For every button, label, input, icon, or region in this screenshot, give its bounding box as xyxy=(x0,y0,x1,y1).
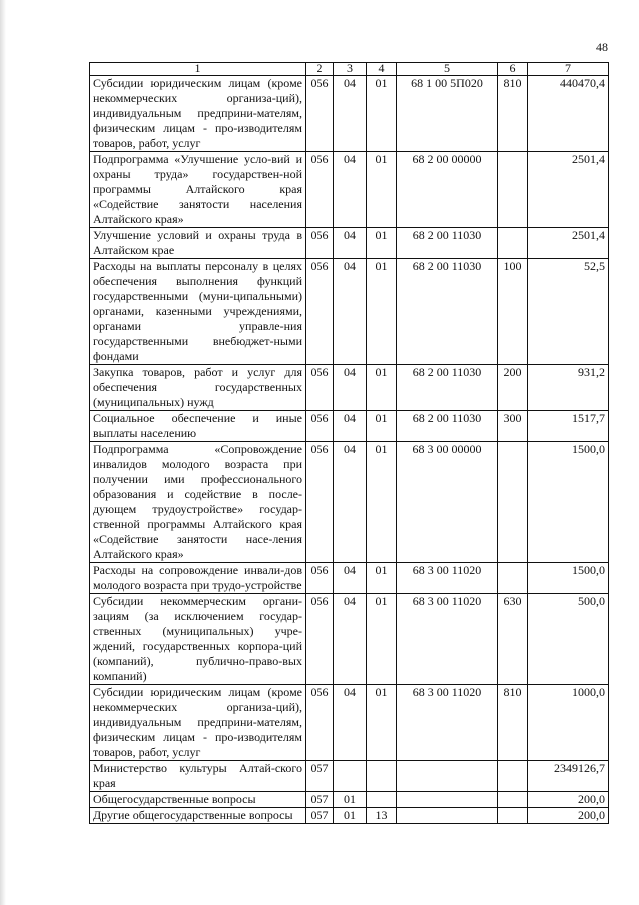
cell-pr: 01 xyxy=(367,594,397,685)
cell-vr xyxy=(498,792,528,808)
cell-name: Расходы на сопровождение инвали-дов молодого возраста при трудо-устройстве xyxy=(90,563,306,594)
cell-vr xyxy=(498,808,528,824)
column-header: 2 xyxy=(306,63,334,76)
cell-csr: 68 1 00 5П020 xyxy=(397,76,498,152)
cell-vr xyxy=(498,152,528,228)
table-row xyxy=(90,228,609,259)
table-row xyxy=(90,761,609,792)
cell-rz: 04 xyxy=(334,259,367,365)
scan-edge xyxy=(0,0,6,905)
cell-pr xyxy=(367,761,397,792)
cell-min: 056 xyxy=(306,365,334,411)
cell-csr: 68 2 00 11030 xyxy=(397,228,498,259)
cell-vr: 300 xyxy=(498,411,528,442)
cell-min: 057 xyxy=(306,761,334,792)
cell-vr: 810 xyxy=(498,685,528,761)
budget-table xyxy=(89,62,609,824)
cell-vr: 200 xyxy=(498,365,528,411)
cell-rz: 04 xyxy=(334,411,367,442)
cell-vr: 810 xyxy=(498,76,528,152)
cell-pr: 13 xyxy=(367,808,397,824)
cell-name: Министерство культуры Алтай-ского края xyxy=(90,761,306,792)
cell-name: Социальное обеспечение и иные выплаты населению xyxy=(90,411,306,442)
cell-sum: 2501,4 xyxy=(528,152,609,228)
cell-min: 056 xyxy=(306,442,334,563)
cell-name: Общегосударственные вопросы xyxy=(90,792,306,808)
cell-vr: 630 xyxy=(498,594,528,685)
table-row xyxy=(90,442,609,563)
cell-rz: 01 xyxy=(334,808,367,824)
cell-rz: 04 xyxy=(334,76,367,152)
cell-sum: 1000,0 xyxy=(528,685,609,761)
cell-sum: 200,0 xyxy=(528,792,609,808)
cell-pr: 01 xyxy=(367,76,397,152)
column-header: 4 xyxy=(367,63,397,76)
cell-csr: 68 2 00 00000 xyxy=(397,152,498,228)
cell-sum: 1517,7 xyxy=(528,411,609,442)
column-header: 3 xyxy=(334,63,367,76)
cell-pr: 01 xyxy=(367,152,397,228)
cell-sum: 931,2 xyxy=(528,365,609,411)
cell-sum: 440470,4 xyxy=(528,76,609,152)
cell-csr: 68 2 00 11030 xyxy=(397,411,498,442)
cell-sum: 52,5 xyxy=(528,259,609,365)
cell-vr xyxy=(498,228,528,259)
table-row xyxy=(90,808,609,824)
cell-csr: 68 3 00 11020 xyxy=(397,563,498,594)
cell-csr xyxy=(397,792,498,808)
cell-pr: 01 xyxy=(367,411,397,442)
cell-sum: 500,0 xyxy=(528,594,609,685)
cell-min: 056 xyxy=(306,594,334,685)
header-row xyxy=(90,63,609,76)
cell-sum: 2349126,7 xyxy=(528,761,609,792)
cell-sum: 200,0 xyxy=(528,808,609,824)
cell-min: 056 xyxy=(306,152,334,228)
table-body xyxy=(90,76,609,824)
column-header: 1 xyxy=(90,63,306,76)
cell-csr: 68 2 00 11030 xyxy=(397,365,498,411)
cell-pr xyxy=(367,792,397,808)
cell-min: 056 xyxy=(306,411,334,442)
cell-sum: 1500,0 xyxy=(528,442,609,563)
cell-rz: 04 xyxy=(334,563,367,594)
table-row xyxy=(90,152,609,228)
cell-vr: 100 xyxy=(498,259,528,365)
table-row xyxy=(90,365,609,411)
cell-name: Субсидии юридическим лицам (кроме некоммерческих организа-ций), индивидуальным предприни-мателям, физическим лицам - про-изводителям товаров, работ, услуг xyxy=(90,685,306,761)
cell-rz xyxy=(334,761,367,792)
cell-min: 056 xyxy=(306,76,334,152)
table-row xyxy=(90,259,609,365)
cell-min: 056 xyxy=(306,228,334,259)
column-header: 5 xyxy=(397,63,498,76)
cell-rz: 01 xyxy=(334,792,367,808)
page-number: 48 xyxy=(596,40,608,54)
cell-vr xyxy=(498,442,528,563)
cell-pr: 01 xyxy=(367,563,397,594)
cell-name: Закупка товаров, работ и услуг для обеспечения государственных (муниципальных) нужд xyxy=(90,365,306,411)
cell-vr xyxy=(498,563,528,594)
table-row xyxy=(90,76,609,152)
column-header: 7 xyxy=(528,63,609,76)
cell-min: 056 xyxy=(306,259,334,365)
column-header: 6 xyxy=(498,63,528,76)
cell-name: Другие общегосударственные вопросы xyxy=(90,808,306,824)
cell-pr: 01 xyxy=(367,228,397,259)
cell-csr: 68 3 00 11020 xyxy=(397,685,498,761)
cell-csr xyxy=(397,808,498,824)
cell-csr: 68 3 00 00000 xyxy=(397,442,498,563)
cell-rz: 04 xyxy=(334,365,367,411)
cell-sum: 2501,4 xyxy=(528,228,609,259)
cell-rz: 04 xyxy=(334,152,367,228)
cell-vr xyxy=(498,761,528,792)
cell-csr xyxy=(397,761,498,792)
table-row xyxy=(90,563,609,594)
cell-min: 057 xyxy=(306,808,334,824)
table-row xyxy=(90,685,609,761)
table-row xyxy=(90,792,609,808)
cell-min: 056 xyxy=(306,685,334,761)
cell-rz: 04 xyxy=(334,594,367,685)
cell-csr: 68 3 00 11020 xyxy=(397,594,498,685)
cell-pr: 01 xyxy=(367,259,397,365)
table-row xyxy=(90,411,609,442)
cell-name: Субсидии юридическим лицам (кроме некоммерческих организа-ций), индивидуальным предприни-мателям, физическим лицам - про-изводителям товаров, работ, услуг xyxy=(90,76,306,152)
cell-name: Расходы на выплаты персоналу в целях обеспечения выполнения функций государственными (муни-ципальными) органами, казенными учреждениями, органами управле-ния государственными внебюджет-ными фондами xyxy=(90,259,306,365)
cell-rz: 04 xyxy=(334,228,367,259)
cell-rz: 04 xyxy=(334,685,367,761)
table-row xyxy=(90,594,609,685)
cell-pr: 01 xyxy=(367,442,397,563)
cell-pr: 01 xyxy=(367,365,397,411)
cell-csr: 68 2 00 11030 xyxy=(397,259,498,365)
cell-min: 057 xyxy=(306,792,334,808)
cell-name: Улучшение условий и охраны труда в Алтайском крае xyxy=(90,228,306,259)
cell-pr: 01 xyxy=(367,685,397,761)
cell-name: Подпрограмма «Сопровождение инвалидов молодого возраста при получении ими профессионального образования и содействие в после-дующем трудоустройстве» государ-ственной программы Алтайского края «Содействие занятости насе-ления Алтайского края» xyxy=(90,442,306,563)
cell-rz: 04 xyxy=(334,442,367,563)
cell-sum: 1500,0 xyxy=(528,563,609,594)
cell-min: 056 xyxy=(306,563,334,594)
cell-name: Субсидии некоммерческим органи-зациям (за исключением государ-ственных (муниципальных) учре-ждений, государственных корпора-ций (компаний), публично-право-вых компаний) xyxy=(90,594,306,685)
cell-name: Подпрограмма «Улучшение усло-вий и охраны труда» государствен-ной программы Алтайского края «Содействие занятости населения Алтайского края» xyxy=(90,152,306,228)
